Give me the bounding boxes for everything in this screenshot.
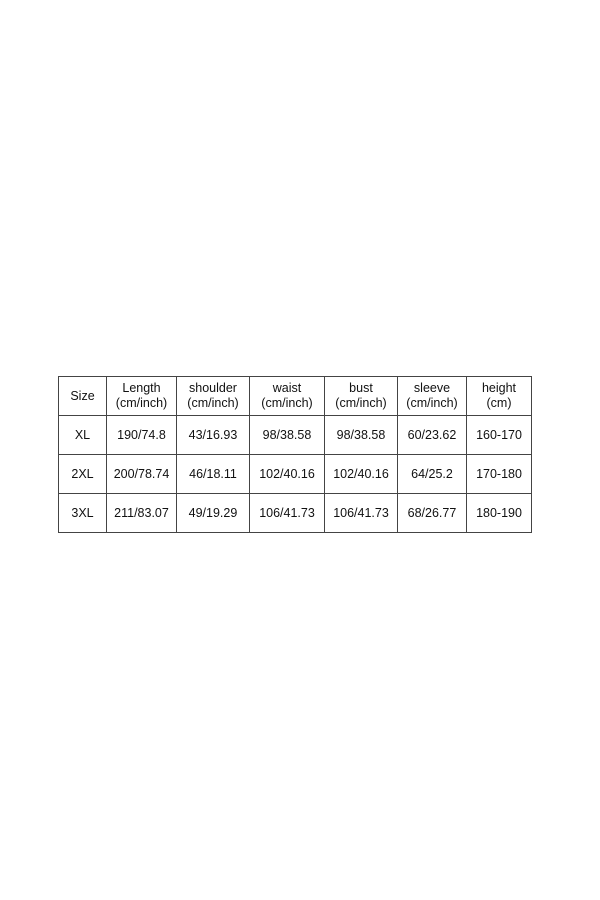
cell-size: 2XL (59, 455, 107, 494)
cell-length: 211/83.07 (107, 494, 177, 533)
header-sleeve-label: sleeve (413, 381, 451, 395)
cell-height: 160-170 (467, 416, 532, 455)
header-bust-label: bust (349, 381, 373, 395)
cell-waist: 98/38.58 (250, 416, 325, 455)
cell-height: 180-190 (467, 494, 532, 533)
header-length (107, 377, 177, 416)
header-waist-label: waist (272, 381, 302, 395)
header-length-label: Length (122, 381, 161, 395)
cell-height: 170-180 (467, 455, 532, 494)
cell-bust: 106/41.73 (325, 494, 398, 533)
header-row (59, 377, 532, 416)
header-size-label: Size (70, 388, 95, 403)
table-row (59, 494, 532, 533)
size-chart-table (58, 376, 532, 533)
header-height-label: height (481, 381, 517, 395)
cell-bust: 102/40.16 (325, 455, 398, 494)
header-bust-unit: (cm/inch) (335, 396, 387, 410)
header-waist (250, 377, 325, 416)
header-sleeve (398, 377, 467, 416)
header-sleeve-unit: (cm/inch) (406, 396, 458, 410)
size-chart-body (59, 416, 532, 533)
header-shoulder-unit: (cm/inch) (187, 396, 239, 410)
cell-length: 200/78.74 (107, 455, 177, 494)
header-shoulder-label: shoulder (189, 381, 237, 395)
header-length-unit: (cm/inch) (115, 396, 168, 410)
header-size (59, 377, 107, 416)
cell-shoulder: 49/19.29 (177, 494, 250, 533)
cell-shoulder: 43/16.93 (177, 416, 250, 455)
cell-size: 3XL (59, 494, 107, 533)
cell-size: XL (59, 416, 107, 455)
header-waist-unit: (cm/inch) (261, 396, 313, 410)
table-row (59, 455, 532, 494)
cell-sleeve: 60/23.62 (398, 416, 467, 455)
table-row (59, 416, 532, 455)
cell-shoulder: 46/18.11 (177, 455, 250, 494)
header-bust (325, 377, 398, 416)
header-height-unit: (cm) (486, 396, 512, 410)
cell-sleeve: 68/26.77 (398, 494, 467, 533)
cell-length: 190/74.8 (107, 416, 177, 455)
cell-sleeve: 64/25.2 (398, 455, 467, 494)
cell-waist: 106/41.73 (250, 494, 325, 533)
cell-waist: 102/40.16 (250, 455, 325, 494)
header-shoulder (177, 377, 250, 416)
size-chart-header (59, 377, 532, 416)
header-height (467, 377, 532, 416)
cell-bust: 98/38.58 (325, 416, 398, 455)
